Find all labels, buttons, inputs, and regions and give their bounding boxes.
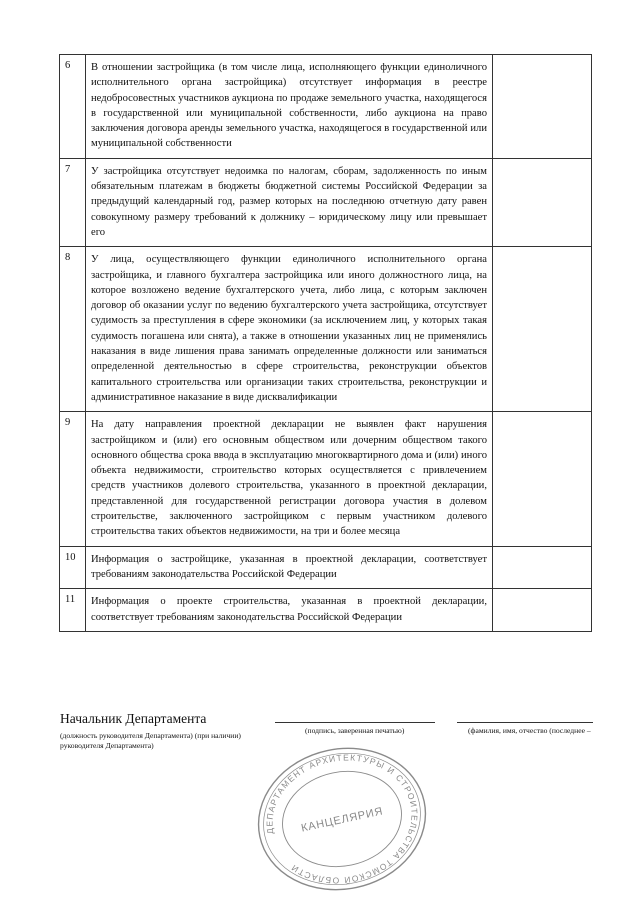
stamp-center-text: КАНЦЕЛЯРИЯ [300,805,385,835]
row-number: 6 [60,55,86,159]
signature-caption: (подпись, заверенная печатью) [305,726,405,735]
stamp-ring-text: ДЕПАРТАМЕНТ АРХИТЕКТУРЫ И СТРОИТЕЛЬСТВА ТОМСКОЙ ОБЛАСТИ [264,752,420,886]
name-caption: (фамилия, имя, отчество (последнее – [468,726,591,735]
row-text: На дату направления проектной декларации не выявлен факт нарушения застройщиком и (или) его основным обществом или дочерним обществом такого основного общества срока ввода в эксплуатацию многоквартирного дома и (или) иного объекта недвижимости, строительство которых осуществляется с привлечением средств участников долевого строительства, указанного в проектной декларации, представленной для государственной регистрации договора участия в долевом строительстве, заключенного застройщиком с первым участником долевого строительства таких объектов недвижимости, на три и более месяца [86,412,493,546]
signature-line [275,722,435,723]
row-number: 10 [60,546,86,589]
position-caption: (должность руководителя Департамента) (при наличии) руководителя Департамента) [60,731,241,750]
row-text: У лица, осуществляющего функции единоличного исполнительного органа застройщика, и главного бухгалтера застройщика или иного должностного лица, на которое возложено ведение бухгалтерского учета, либо лица, с которым заключен договор об оказании услуг по ведению бухгалтерского учета застройщика, отсутствует судимость за преступления в сфере экономики (за исключением лиц, у которых такая судимость погашена или снята), а также в отношении указанных лиц не применялись наказания в виде лишения права занимать определенные должности или заниматься определенной деятельностью в сфере строительства, реконструкции объектов капитального строительства или организации таких строительства, реконструкции и административное наказание в виде дисквалификации [86,247,493,412]
row-number: 9 [60,412,86,546]
official-stamp [253,745,431,893]
table-row [60,412,592,546]
table-row [60,158,592,246]
row-number: 11 [60,589,86,632]
row-text: В отношении застройщика (в том числе лица, исполняющего функции единоличного исполнительного органа застройщика) отсутствует информация в реестре недобросовестных участников аукциона по продаже земельного участка, находящегося в государственной или муниципальной собственности, либо аукциона на право заключения договора аренды земельного участка, находящегося в государственной или муниципальной собственности [86,55,493,159]
row-check-cell [493,412,592,546]
row-text: У застройщика отсутствует недоимка по налогам, сборам, задолженность по иным обязательным платежам в бюджеты бюджетной системы Российской Федерации за предыдущий календарный год, размер которых на последнюю отчетную дату равен совокупному размеру требований к должнику – юридическому лицу или превышает его [86,158,493,246]
table-row [60,546,592,589]
row-text: Информация о застройщике, указанная в проектной декларации, соответствует требованиям законодательства Российской Федерации [86,546,493,589]
row-check-cell [493,546,592,589]
row-check-cell [493,589,592,632]
table-row [60,247,592,412]
row-check-cell [493,158,592,246]
row-check-cell [493,55,592,159]
table-row [60,55,592,159]
requirements-table [59,54,592,632]
signatory-position: Начальник Департамента [60,711,207,726]
row-number: 7 [60,158,86,246]
row-text: Информация о проекте строительства, указанная в проектной декларации, соответствует требованиям законодательства Российской Федерации [86,589,493,632]
table-row [60,589,592,632]
row-number: 8 [60,247,86,412]
name-line [457,722,593,723]
row-check-cell [493,247,592,412]
